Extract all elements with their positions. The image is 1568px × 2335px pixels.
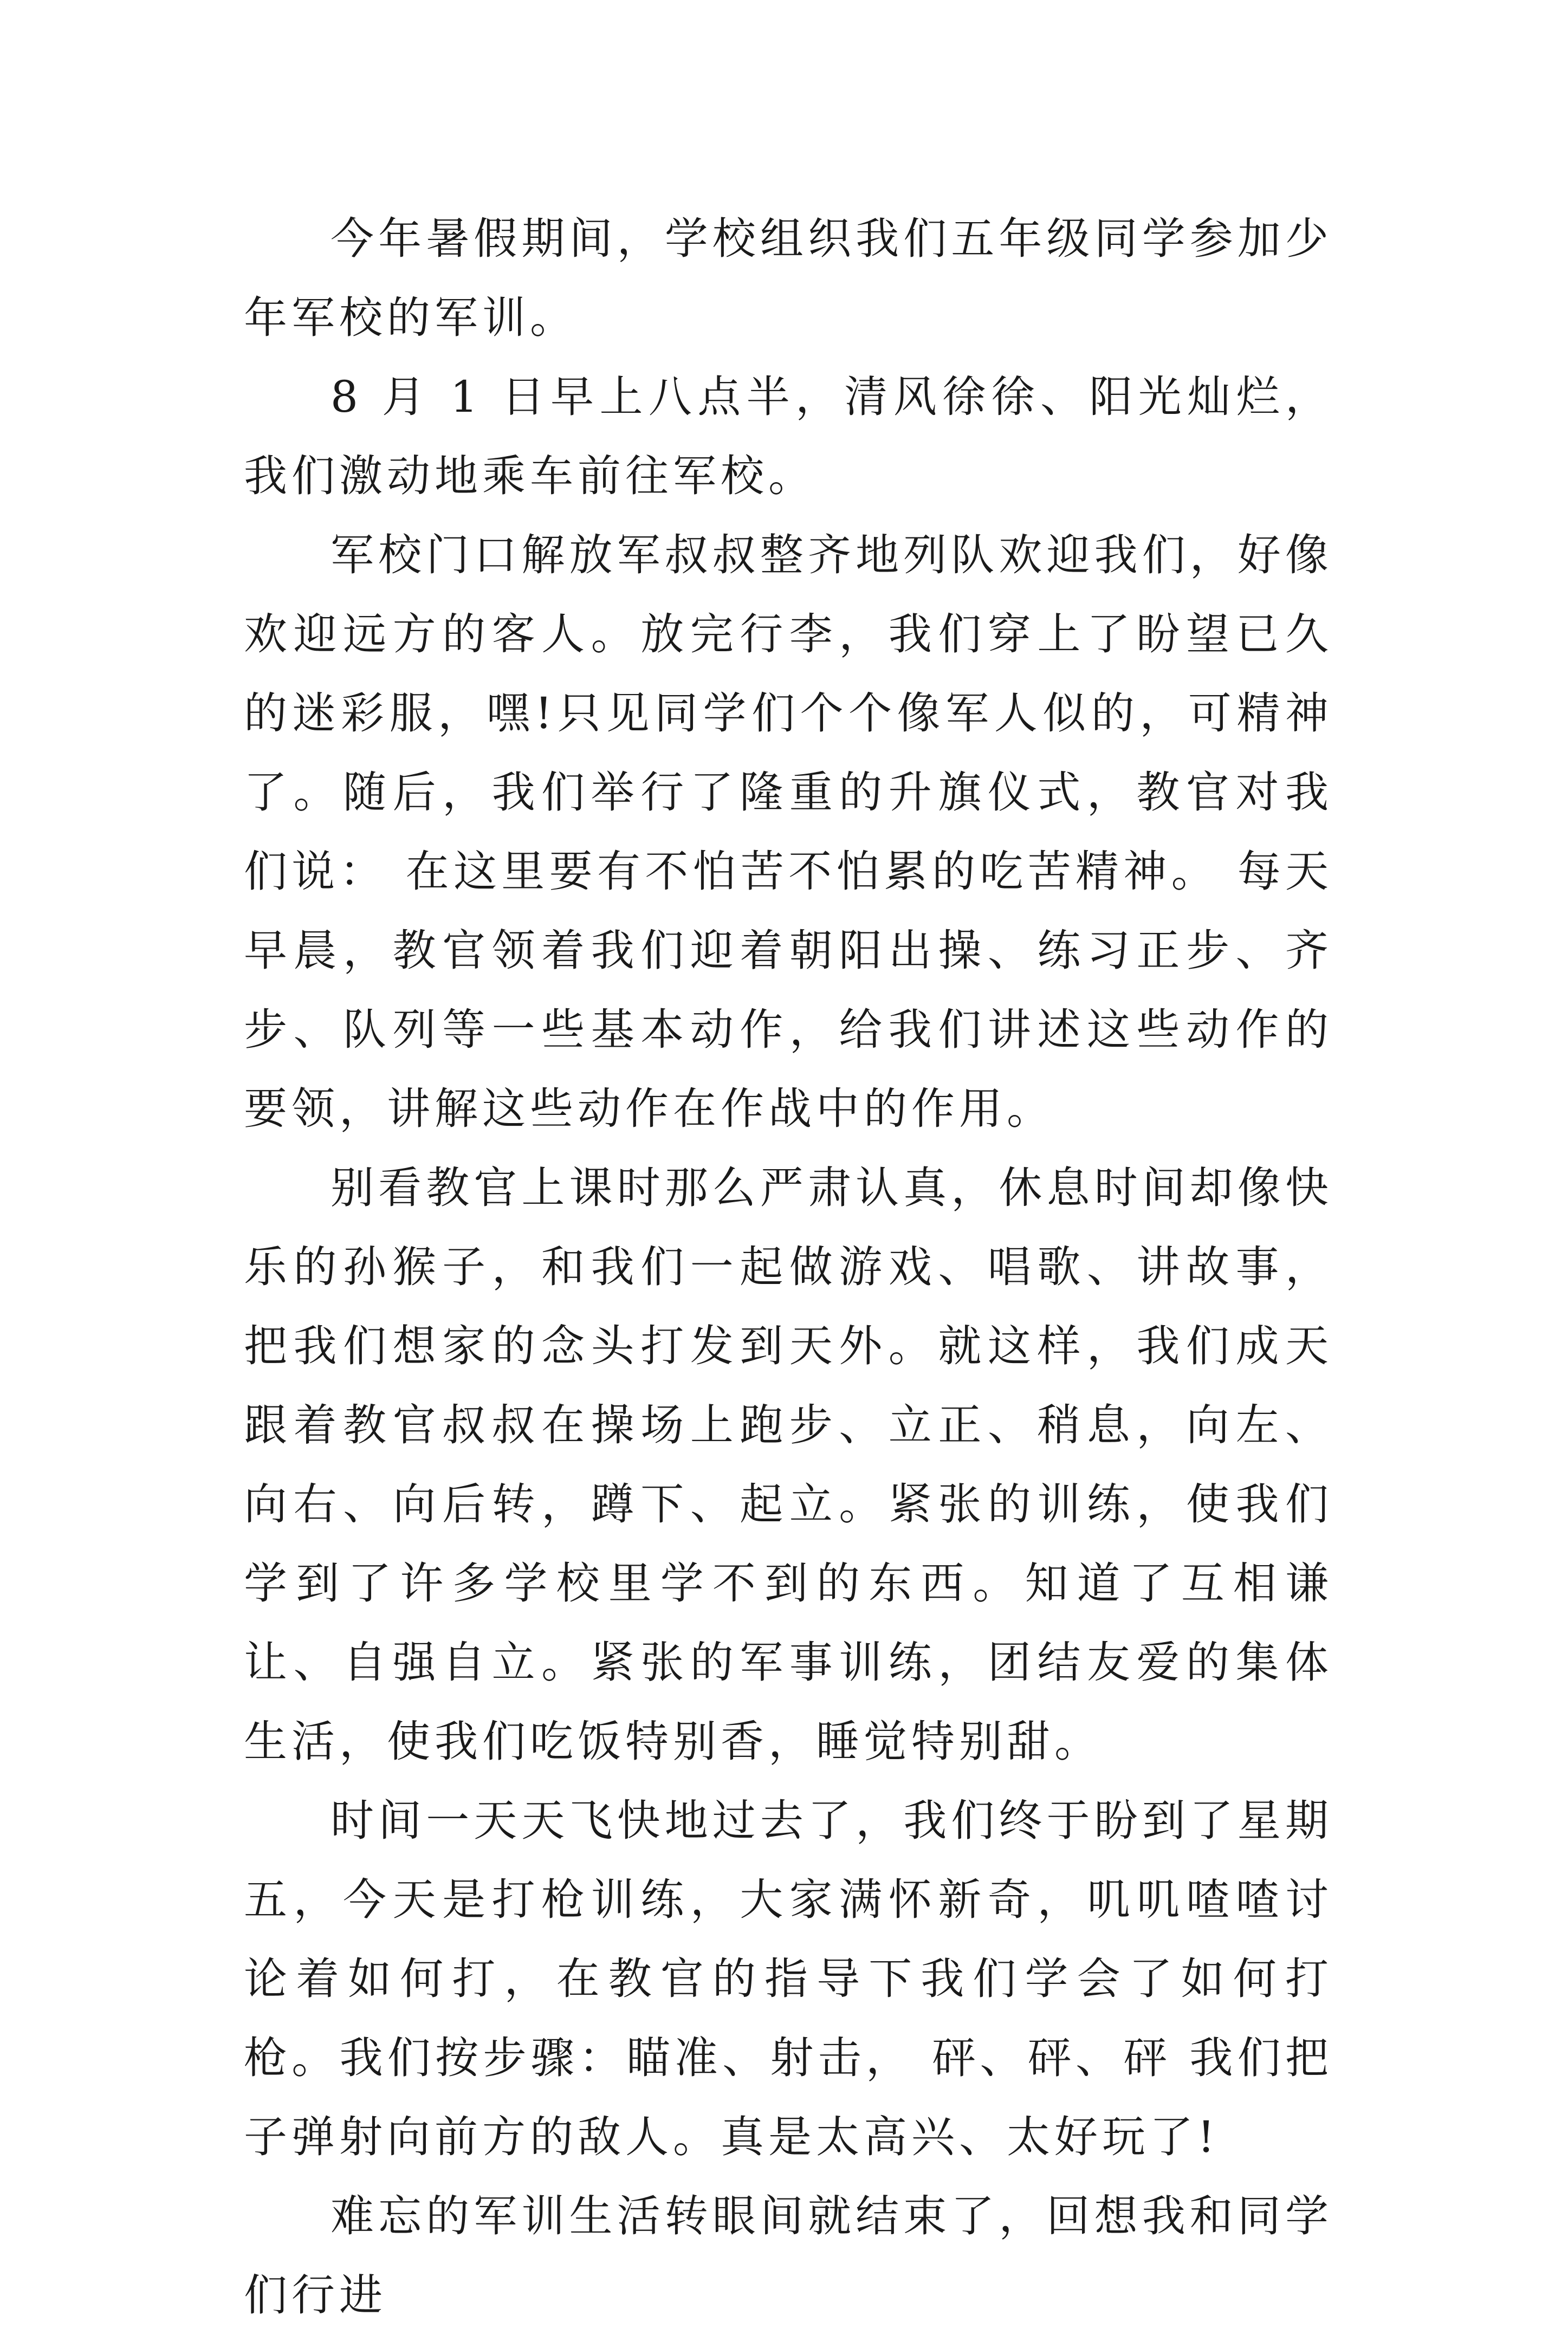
paragraph-5: 时间一天天飞快地过去了，我们终于盼到了星期五，今天是打枪训练，大家满怀新奇，叽叽喳喳讨论着如何打，在教官的指导下我们学会了如何打枪。我们按步骤：瞄准、射击， 砰、砰、砰 我们把子弹射向前方的敌人。真是太高兴、太好玩了! xyxy=(244,1795,1333,2162)
paragraph-1: 今年暑假期间，学校组织我们五年级同学参加少年军校的军训。 xyxy=(244,213,1333,343)
body-text xyxy=(244,199,1333,2335)
paragraph-4: 别看教官上课时那么严肃认真，休息时间却像快乐的孙猴子，和我们一起做游戏、唱歌、讲故事，把我们想家的念头打发到天外。就这样，我们成天跟着教官叔叔在操场上跑步、立正、稍息，向左、向右、向后转，蹲下、起立。紧张的训练，使我们学到了许多学校里学不到的东西。知道了互相谦让、自强自立。紧张的军事训练，团结友爱的集体生活，使我们吃饭特别香，睡觉特别甜。 xyxy=(244,1163,1333,1767)
paragraph-2: 8 月 1 日早上八点半，清风徐徐、阳光灿烂，我们激动地乘车前往军校。 xyxy=(244,372,1333,501)
paragraph-3: 军校门口解放军叔叔整齐地列队欢迎我们，好像欢迎远方的客人。放完行李，我们穿上了盼望已久的迷彩服，嘿!只见同学们个个像军人似的，可精神了。随后，我们举行了隆重的升旗仪式，教官对我们说： 在这里要有不怕苦不怕累的吃苦精神。 每天早晨，教官领着我们迎着朝阳出操、练习正步、齐步、队列等一些基本动作，给我们讲述这些动作的要领，讲解这些动作在作战中的作用。 xyxy=(244,530,1333,1134)
paragraph-6: 难忘的军训生活转眼间就结束了，回想我和同学们行进 xyxy=(244,2191,1333,2320)
